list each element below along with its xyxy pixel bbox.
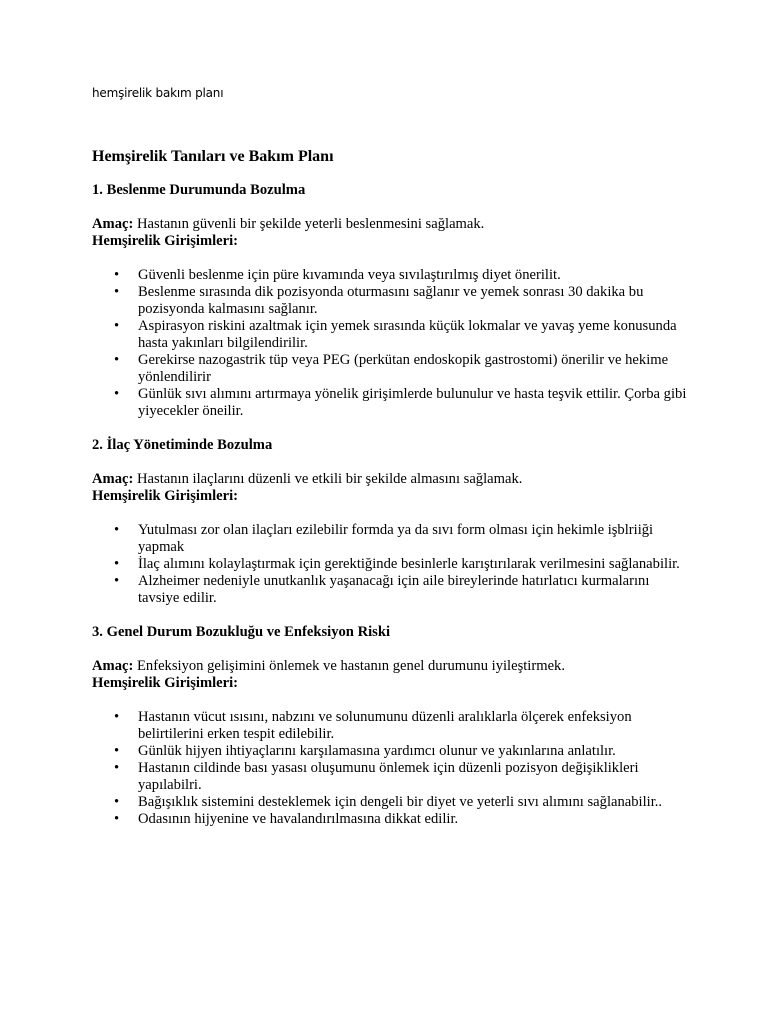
list-item: • Bağışıklık sistemini desteklemek için dengeli bir diyet ve yeterli sıvı alımını sağlanabilir.. bbox=[92, 794, 692, 811]
page-header: hemşirelik bakım planı bbox=[92, 86, 224, 100]
goal-label: Amaç: bbox=[92, 658, 134, 674]
section-title: 3. Genel Durum Bozukluğu ve Enfeksiyon Riski bbox=[92, 624, 391, 640]
list-item: • İlaç alımını kolaylaştırmak için gerektiğinde besinlerle karıştırılarak verilmesini sağlanabilir. bbox=[92, 556, 692, 573]
interventions-label: Hemşirelik Girişimleri: bbox=[92, 233, 239, 249]
list-item: • Gerekirse nazogastrik tüp veya PEG (perkütan endoskopik gastrostomi) önerilir ve hekime yönlendilirir bbox=[92, 352, 692, 386]
goal-text: Enfeksiyon gelişimini önlemek ve hastanın genel durumunu iyileştirmek. bbox=[137, 658, 566, 674]
list-item: • Günlük hijyen ihtiyaçlarını karşılamasına yardımcı olunur ve yakınlarına anlatılır. bbox=[92, 743, 692, 760]
section-title: 2. İlaç Yönetiminde Bozulma bbox=[92, 437, 273, 453]
list-item: • Alzheimer nedeniyle unutkanlık yaşanacağı için aile bireylerinde hatırlatıcı kurmalarını tavsiye edilir. bbox=[92, 573, 692, 607]
interventions-list bbox=[92, 709, 692, 828]
list-item: • Beslenme sırasında dik pozisyonda oturmasını sağlanır ve yemek sonrası 30 dakika bu pozisyonda kalmasını sağlanır. bbox=[92, 284, 692, 318]
list-item: • Yutulması zor olan ilaçları ezilebilir formda ya da sıvı form olması için hekimle işblriiği yapmak bbox=[92, 522, 692, 556]
goal-label: Amaç: bbox=[92, 216, 134, 232]
interventions-label: Hemşirelik Girişimleri: bbox=[92, 675, 239, 691]
goal-text: Hastanın güvenli bir şekilde yeterli beslenmesini sağlamak. bbox=[137, 216, 485, 232]
list-item: • Odasının hijyenine ve havalandırılmasına dikkat edilir. bbox=[92, 811, 692, 828]
interventions-list bbox=[92, 267, 692, 420]
goal-block bbox=[92, 216, 692, 250]
section-medication bbox=[92, 437, 692, 607]
list-item: • Aspirasyon riskini azaltmak için yemek sırasında küçük lokmalar ve yavaş yeme konusunda hasta yakınları bilgilendirilir. bbox=[92, 318, 692, 352]
section-nutrition bbox=[92, 182, 692, 420]
document-title: Hemşirelik Tanıları ve Bakım Planı bbox=[92, 148, 334, 165]
goal-block bbox=[92, 471, 692, 505]
goal-block bbox=[92, 658, 692, 692]
interventions-label: Hemşirelik Girişimleri: bbox=[92, 488, 239, 504]
section-title: 1. Beslenme Durumunda Bozulma bbox=[92, 182, 306, 198]
list-item: • Hastanın vücut ısısını, nabzını ve solunumunu düzenli aralıklarla ölçerek enfeksiyon belirtilerini erken tespit edilebilir. bbox=[92, 709, 692, 743]
document-body bbox=[92, 147, 692, 828]
list-item: • Güvenli beslenme için püre kıvamında veya sıvılaştırılmış diyet önerilit. bbox=[92, 267, 692, 284]
list-item: • Hastanın cildinde bası yasası oluşumunu önlemek için düzenli pozisyon değişiklikleri yapılabilri. bbox=[92, 760, 692, 794]
interventions-list bbox=[92, 522, 692, 607]
goal-label: Amaç: bbox=[92, 471, 134, 487]
list-item: • Günlük sıvı alımını artırmaya yönelik girişimlerde bulunulur ve hasta teşvik ettilir. Çorba gibi yiyecekler öneilir. bbox=[92, 386, 692, 420]
section-infection-risk bbox=[92, 624, 692, 828]
goal-text: Hastanın ilaçlarını düzenli ve etkili bir şekilde almasını sağlamak. bbox=[137, 471, 523, 487]
